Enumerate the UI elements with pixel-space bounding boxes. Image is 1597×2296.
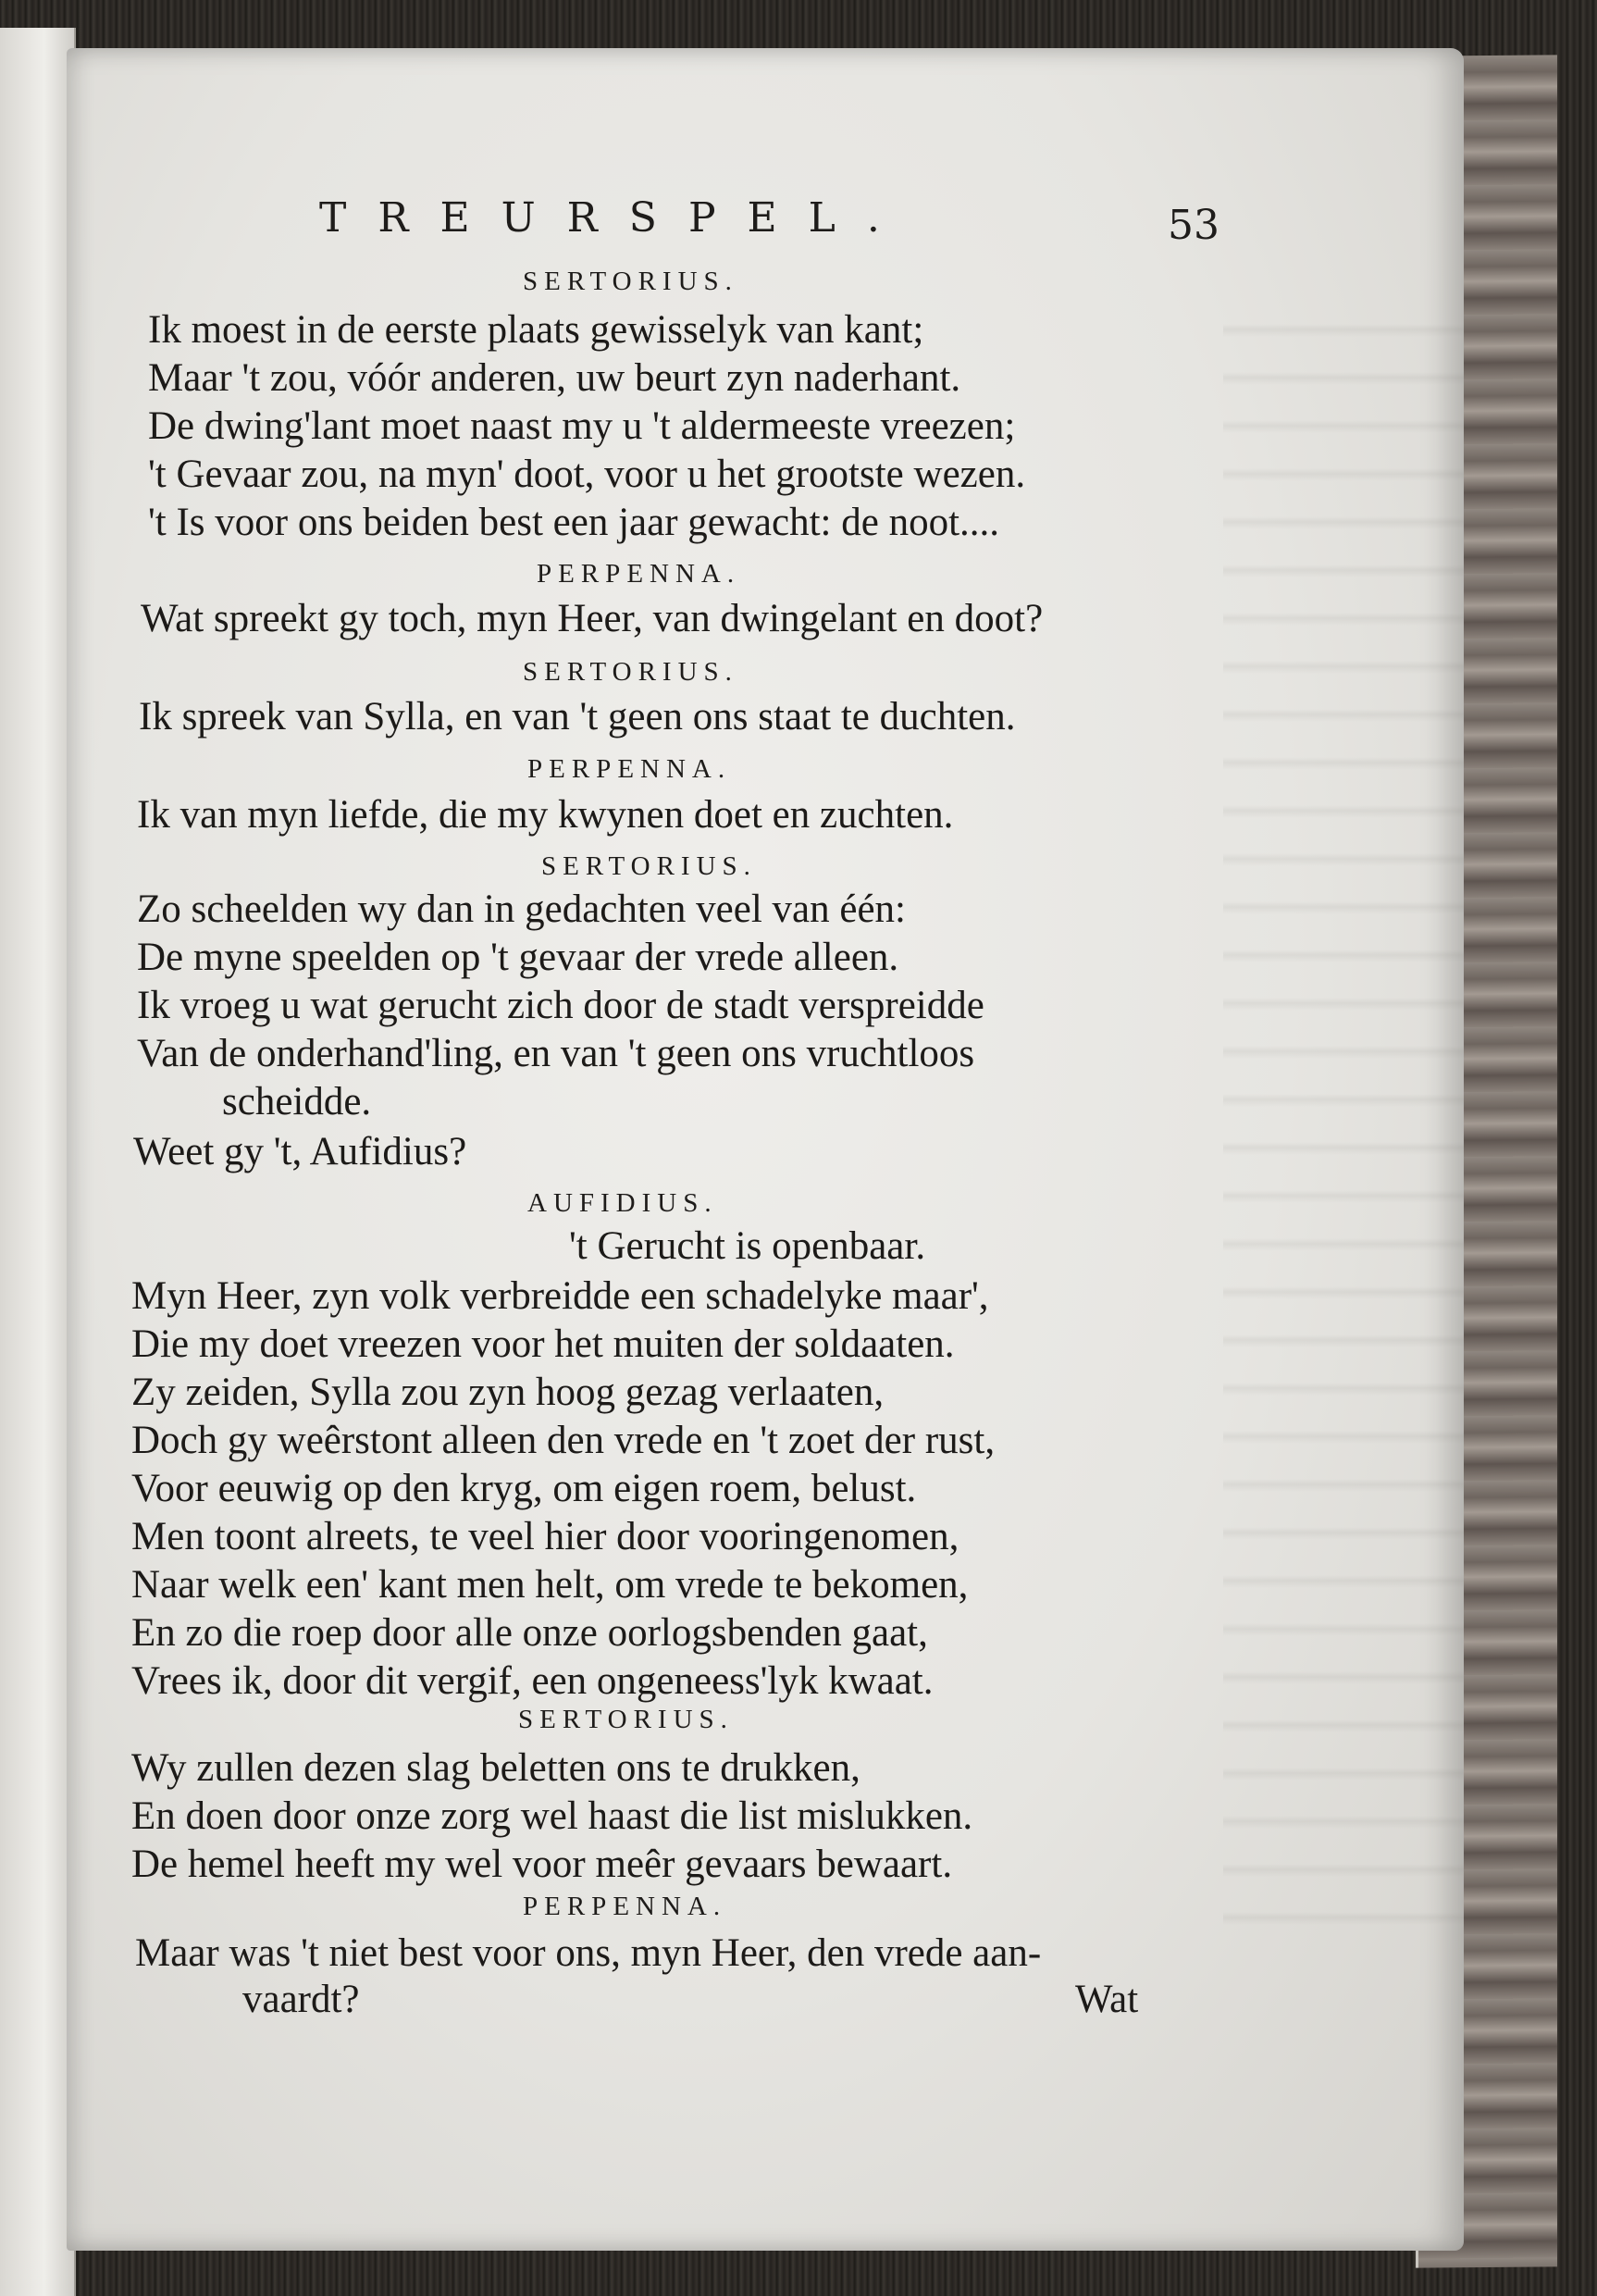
verse-line: Wy zullen dezen slag beletten ons te drukken,	[131, 1746, 860, 1790]
running-title: TREURSPEL.	[319, 194, 911, 242]
verse-line: De dwing'lant moet naast my u 't aldermeeste vreezen;	[148, 404, 1016, 448]
verse-line: 't Gerucht is openbaar.	[569, 1224, 926, 1268]
verse-line: Ik van myn liefde, die my kwynen doet en zuchten.	[137, 793, 954, 837]
verse-line: Men toont alreets, te veel hier door vooringenomen,	[131, 1515, 959, 1558]
verse-line: 't Is voor ons beiden best een jaar gewacht: de noot....	[148, 501, 1000, 544]
verse-line: Van de onderhand'ling, en van 't geen ons vruchtloos	[137, 1032, 975, 1075]
speaker-heading: PERPENNA.	[527, 754, 732, 784]
speaker-heading: PERPENNA.	[523, 1892, 727, 1921]
speaker-heading: PERPENNA.	[537, 559, 741, 589]
verse-line: De myne speelden op 't gevaar der vrede alleen.	[137, 936, 899, 979]
verse-line: Voor eeuwig op den kryg, om eigen roem, belust.	[131, 1467, 917, 1510]
verse-line: Zo scheelden wy dan in gedachten veel van één:	[137, 887, 906, 931]
page-number: 53	[1168, 202, 1219, 249]
verse-line: scheidde.	[222, 1080, 372, 1123]
speaker-heading: SERTORIUS.	[518, 1705, 734, 1734]
verse-line: Die my doet vreezen voor het muiten der soldaaten.	[131, 1322, 955, 1366]
verse-line: Naar welk een' kant men helt, om vrede te bekomen,	[131, 1563, 969, 1607]
verse-line: En zo die roep door alle onze oorlogsbenden gaat,	[131, 1611, 928, 1655]
verse-line: Wat spreekt gy toch, myn Heer, van dwingelant en doot?	[141, 597, 1044, 640]
speaker-heading: SERTORIUS.	[523, 267, 738, 296]
verse-line: Maar was 't niet best voor ons, myn Heer, den vrede aan-	[135, 1931, 1042, 1975]
verse-line: Ik spreek van Sylla, en van 't geen ons staat te duchten.	[139, 695, 1016, 738]
verse-line: Ik vroeg u wat gerucht zich door de stadt verspreidde	[137, 984, 984, 1027]
verse-line: Vrees ik, door dit vergif, een ongeneess'lyk kwaat.	[131, 1659, 934, 1703]
verse-line: En doen door onze zorg wel haast die list mislukken.	[131, 1794, 973, 1838]
speaker-heading: AUFIDIUS.	[527, 1188, 718, 1218]
verse-line: vaardt?	[242, 1978, 360, 2021]
verse-line: 't Gevaar zou, na myn' doot, voor u het grootste wezen.	[148, 453, 1026, 496]
catchword: Wat	[1075, 1978, 1139, 2021]
verse-line: Zy zeiden, Sylla zou zyn hoog gezag verlaaten,	[131, 1371, 885, 1414]
speaker-heading: SERTORIUS.	[523, 657, 738, 687]
verse-line: De hemel heeft my wel voor meêr gevaars bewaart.	[131, 1843, 953, 1886]
bleed-through-shadow	[1223, 289, 1464, 1955]
left-page-edge	[0, 28, 76, 2296]
verse-line: Doch gy weêrstont alleen den vrede en 't zoet der rust,	[131, 1419, 996, 1462]
verse-line: Myn Heer, zyn volk verbreidde een schadelyke maar',	[131, 1274, 989, 1318]
verse-line: Weet gy 't, Aufidius?	[133, 1130, 467, 1173]
verse-line: Ik moest in de eerste plaats gewisselyk van kant;	[148, 308, 924, 352]
verse-line: Maar 't zou, vóór anderen, uw beurt zyn naderhant.	[148, 356, 961, 400]
speaker-heading: SERTORIUS.	[541, 851, 757, 881]
